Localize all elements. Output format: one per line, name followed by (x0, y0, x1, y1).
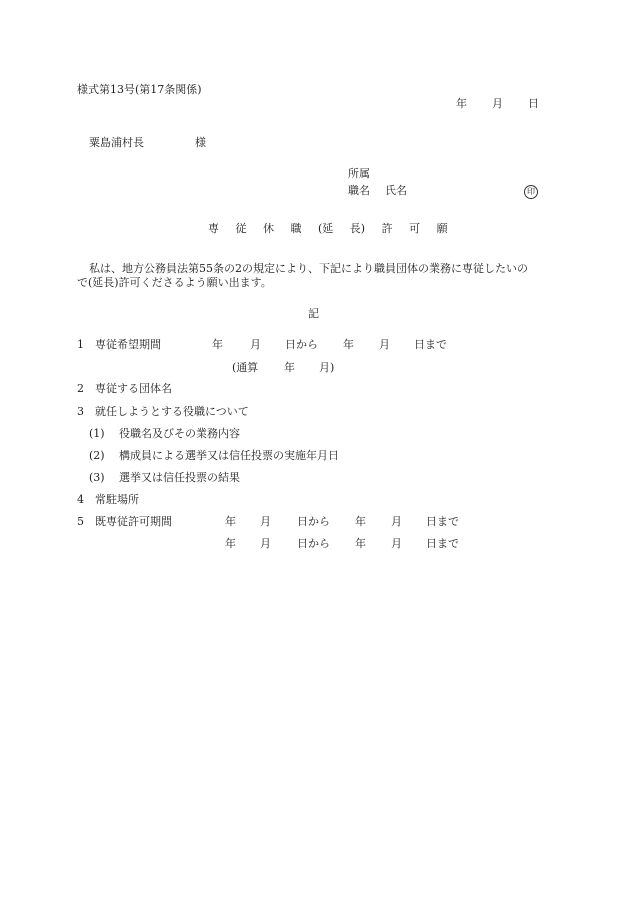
item-1-month-to: 月 (379, 338, 390, 351)
date-day: 日 (528, 97, 539, 110)
position-label: 職名 (348, 184, 370, 197)
item-5-day-from: 日から (297, 515, 330, 528)
item-5b-day-from: 日から (297, 537, 330, 550)
item-1-total-year: 年 (284, 361, 295, 374)
item-4-label: 常駐場所 (95, 493, 139, 506)
sub-1-label: 役職名及びその業務内容 (119, 427, 240, 440)
item-2-label: 専従する団体名 (95, 382, 172, 395)
name-label: 氏名 (385, 184, 407, 197)
seal-icon: 印 (524, 184, 538, 199)
item-5-number: 5 (77, 515, 84, 528)
item-5-year-to: 年 (355, 515, 366, 528)
item-1-total-open: (通算 (232, 361, 259, 374)
item-1-year-to: 年 (343, 338, 354, 351)
addressee-honorific: 様 (195, 136, 206, 149)
item-1-label: 専従希望期間 (95, 338, 161, 351)
sub-3-label: 選挙又は信任投票の結果 (119, 471, 240, 484)
sub-2-label: 構成員による選挙又は信任投票の実施年月日 (119, 449, 339, 462)
item-5-label: 既専従許可期間 (95, 515, 172, 528)
item-1-day-to: 日まで (414, 338, 447, 351)
sub-1-number: (1) (89, 427, 105, 440)
addressee-name: 粟島浦村長 (89, 136, 144, 149)
item-5b-month-from: 月 (260, 537, 271, 550)
item-5-year-from: 年 (225, 515, 236, 528)
item-5-month-from: 月 (260, 515, 271, 528)
date-month: 月 (492, 97, 503, 110)
item-4-number: 4 (77, 493, 84, 506)
item-5b-year-from: 年 (225, 537, 236, 550)
affiliation-label: 所属 (348, 167, 370, 180)
item-3-label: 就任しようとする役職について (95, 405, 249, 418)
item-1-month-from: 月 (250, 338, 261, 351)
item-1-number: 1 (77, 338, 84, 351)
item-5b-month-to: 月 (391, 537, 402, 550)
document-title: 専 従 休 職 (延 長) 許 可 願 (208, 222, 448, 235)
item-1-year-from: 年 (212, 338, 223, 351)
item-5b-day-to: 日まで (426, 537, 459, 550)
item-3-number: 3 (77, 405, 84, 418)
item-5b-year-to: 年 (355, 537, 366, 550)
item-2-number: 2 (77, 382, 84, 395)
item-1-day-from: 日から (285, 338, 318, 351)
date-year: 年 (456, 97, 467, 110)
sub-2-number: (2) (89, 449, 105, 462)
body-line-1: 私は、地方公務員法第55条の2の規定により、下記により職員団体の業務に専従したいの (89, 262, 528, 275)
body-line-2: で(延長)許可くださるよう願い出ます。 (77, 276, 272, 289)
item-1-total-month: 月) (319, 361, 335, 374)
item-5-day-to: 日まで (426, 515, 459, 528)
item-5-month-to: 月 (391, 515, 402, 528)
sub-3-number: (3) (89, 471, 105, 484)
ki-heading: 記 (308, 307, 319, 320)
form-number: 様式第13号(第17条関係) (77, 83, 202, 96)
